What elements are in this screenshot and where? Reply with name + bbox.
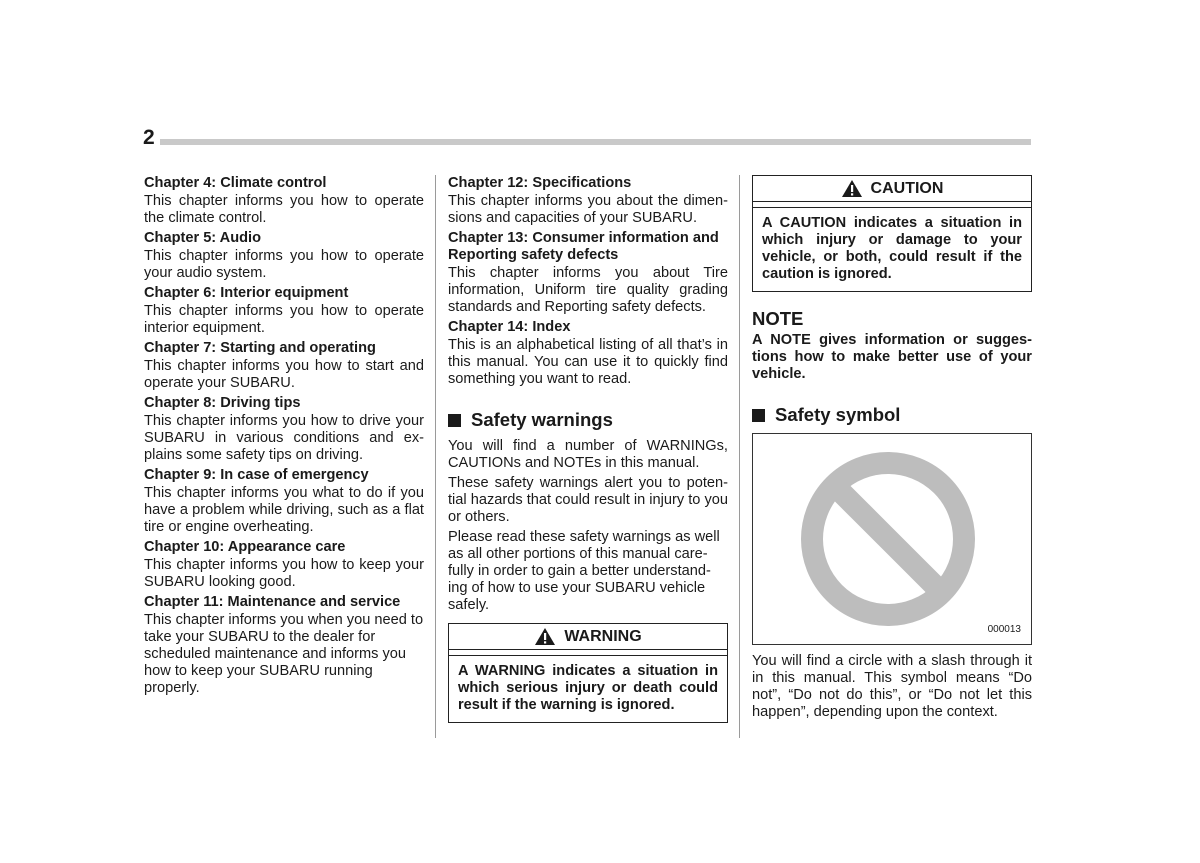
chapter-description: This chapter informs you when you need to take your SUBARU to the dealer for scheduled maintenance and informs you how to keep your SUBARU running properly. bbox=[144, 612, 424, 696]
caution-text: A CAUTION indicates a situation in which injury or damage to your vehicle, or both, could result if the caution is ignored. bbox=[762, 215, 1022, 282]
caution-label: CAUTION bbox=[870, 180, 944, 197]
chapter-entry bbox=[144, 539, 424, 591]
chapter-title: Chapter 4: Climate control bbox=[144, 175, 327, 191]
chapter-entry bbox=[144, 285, 424, 337]
chapter-entry bbox=[144, 594, 424, 697]
chapter-description: This chapter informs you how to operate interior equipment. bbox=[144, 303, 424, 336]
chapter-entry bbox=[448, 319, 728, 388]
chapter-description: This chapter informs you what to do if you have a problem while driving, such as a flat tire or engine overheating. bbox=[144, 485, 424, 535]
warning-box bbox=[448, 623, 728, 723]
chapter-entry bbox=[144, 467, 424, 536]
chapter-description: This chapter informs you how to drive your SUBARU in various conditions and ex-plains some safety tips on driving. bbox=[144, 413, 424, 463]
paragraph: Please read these safety warnings as well as all other portions of this manual care-fully in order to gain a better understand-ing of how to use your SUBARU vehicle safely. bbox=[448, 529, 720, 613]
section-marker-icon bbox=[752, 409, 765, 422]
chapter-description: This chapter informs you about the dimen-sions and capacities of your SUBARU. bbox=[448, 193, 728, 226]
safety-warnings-heading bbox=[448, 410, 728, 430]
column-1 bbox=[144, 175, 424, 700]
figure-code: 000013 bbox=[987, 624, 1021, 635]
chapter-title: Chapter 12: Specifications bbox=[448, 175, 632, 191]
chapter-description: This chapter informs you how to keep your SUBARU looking good. bbox=[144, 557, 424, 590]
safety-symbol-figure bbox=[752, 433, 1032, 645]
chapter-title: Chapter 8: Driving tips bbox=[144, 395, 301, 411]
chapter-description: This chapter informs you about Tire information, Uniform tire quality grading standards and Reporting safety defects. bbox=[448, 265, 728, 315]
note-heading: NOTE bbox=[752, 308, 804, 329]
safety-symbol-heading bbox=[752, 405, 1032, 425]
column-divider bbox=[435, 175, 436, 738]
chapter-title: Chapter 14: Index bbox=[448, 319, 571, 335]
warning-header bbox=[449, 624, 727, 650]
warning-triangle-icon bbox=[534, 627, 556, 646]
chapter-entry bbox=[448, 175, 728, 227]
chapter-description: This chapter informs you how to operate your audio system. bbox=[144, 248, 424, 281]
chapter-entry bbox=[144, 175, 424, 227]
chapter-entry bbox=[144, 230, 424, 282]
paragraph: You will find a number of WARNINGs, CAUTIONs and NOTEs in this manual. bbox=[448, 438, 728, 471]
chapter-entry bbox=[448, 230, 728, 316]
prohibition-symbol-icon bbox=[799, 450, 977, 628]
chapter-title: Chapter 9: In case of emergency bbox=[144, 467, 369, 483]
chapter-title: Chapter 13: Consumer information and Reporting safety defects bbox=[448, 230, 719, 263]
page-number: 2 bbox=[143, 126, 155, 149]
chapter-title: Chapter 5: Audio bbox=[144, 230, 262, 246]
warning-triangle-icon bbox=[841, 179, 863, 198]
chapter-entry bbox=[144, 395, 424, 464]
chapter-entry bbox=[144, 340, 424, 392]
header-rule bbox=[160, 139, 1031, 145]
paragraph: These safety warnings alert you to poten-tial hazards that could result in injury to you or others. bbox=[448, 475, 728, 525]
caution-box bbox=[752, 175, 1032, 292]
section-title: Safety warnings bbox=[471, 409, 613, 430]
chapter-description: This chapter informs you how to operate the climate control. bbox=[144, 193, 424, 226]
warning-label: WARNING bbox=[564, 628, 642, 645]
column-2 bbox=[448, 175, 728, 723]
chapter-description: This is an alphabetical listing of all that’s in this manual. You can use it to quickly find something you want to read. bbox=[448, 337, 728, 387]
chapter-title: Chapter 10: Appearance care bbox=[144, 539, 346, 555]
column-divider bbox=[739, 175, 740, 738]
chapter-description: This chapter informs you how to start and operate your SUBARU. bbox=[144, 358, 424, 391]
note-text: A NOTE gives information or sugges-tions how to make better use of your vehicle. bbox=[752, 332, 1032, 382]
column-3 bbox=[752, 175, 1032, 736]
caution-header bbox=[753, 176, 1031, 202]
warning-text: A WARNING indicates a situation in which serious injury or death could result if the warning is ignored. bbox=[458, 663, 718, 713]
chapter-title: Chapter 6: Interior equipment bbox=[144, 285, 349, 301]
section-marker-icon bbox=[448, 414, 461, 427]
chapter-title: Chapter 7: Starting and operating bbox=[144, 340, 376, 356]
safety-symbol-text: You will find a circle with a slash through it in this manual. This symbol means “Do not”, “Do not do this”, or “Do not let this happen”, depending upon the context. bbox=[752, 653, 1032, 720]
chapter-title: Chapter 11: Maintenance and service bbox=[144, 594, 401, 610]
section-title: Safety symbol bbox=[775, 404, 901, 425]
